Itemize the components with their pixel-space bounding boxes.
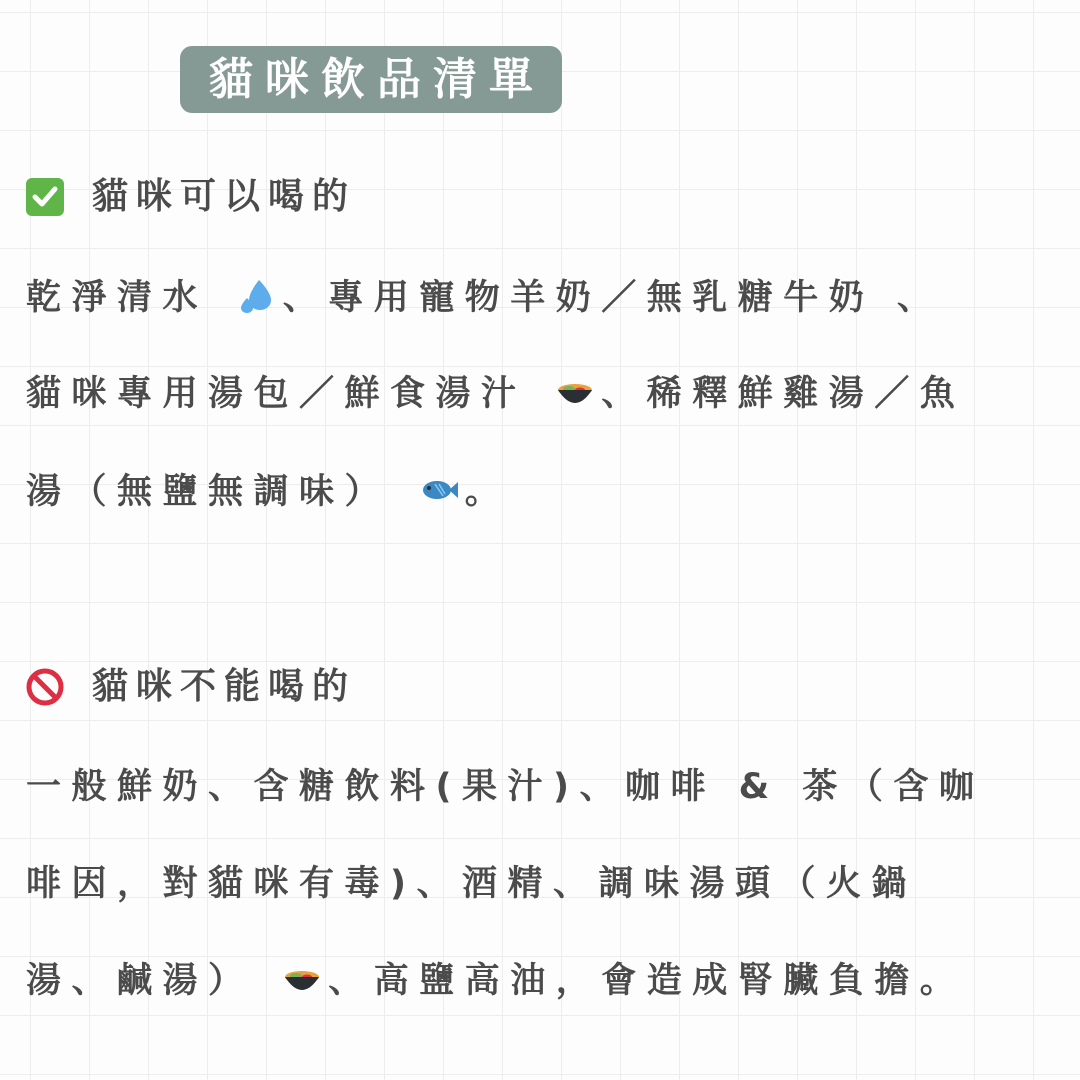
title-badge	[180, 46, 562, 113]
section-heading-cannot-drink	[26, 667, 356, 707]
check-mark-icon	[26, 178, 64, 216]
line-text: 乾淨清水	[26, 278, 231, 318]
sweat-droplets-icon	[237, 276, 277, 316]
line-text: 啡因，對貓咪有毒)、酒精、調味湯頭（火鍋	[26, 864, 917, 904]
soup-bowl-icon	[555, 372, 595, 412]
paragraph-line	[26, 470, 510, 514]
soup-bowl-icon	[282, 959, 322, 999]
section-heading-text: 貓咪不能喝的	[92, 666, 357, 707]
line-text: 湯（無鹽無調味）	[26, 472, 413, 512]
line-text: 貓咪專用湯包／鮮食湯汁	[26, 374, 550, 414]
paragraph-line	[26, 276, 942, 320]
page-title: 貓咪飲品清單	[209, 53, 545, 105]
line-text: 一般鮮奶、含糖飲料(果汁)、咖啡 & 茶（含咖	[26, 767, 985, 807]
prohibited-icon	[26, 668, 64, 706]
line-text: 、高鹽高油，會造成腎臟負擔。	[328, 961, 966, 1001]
paragraph-line	[26, 959, 965, 1003]
paragraph-line	[26, 765, 984, 809]
section-heading-text: 貓咪可以喝的	[92, 176, 357, 217]
line-text: 。	[464, 472, 511, 512]
paragraph-line	[26, 862, 917, 906]
paragraph-line	[26, 372, 965, 416]
fish-icon	[419, 470, 459, 510]
line-text: 湯、鹹湯）	[26, 961, 277, 1001]
section-heading-can-drink	[26, 177, 356, 217]
line-text: 、稀釋鮮雞湯／魚	[601, 374, 966, 414]
line-text: 、專用寵物羊奶／無乳糖牛奶 、	[282, 278, 943, 318]
